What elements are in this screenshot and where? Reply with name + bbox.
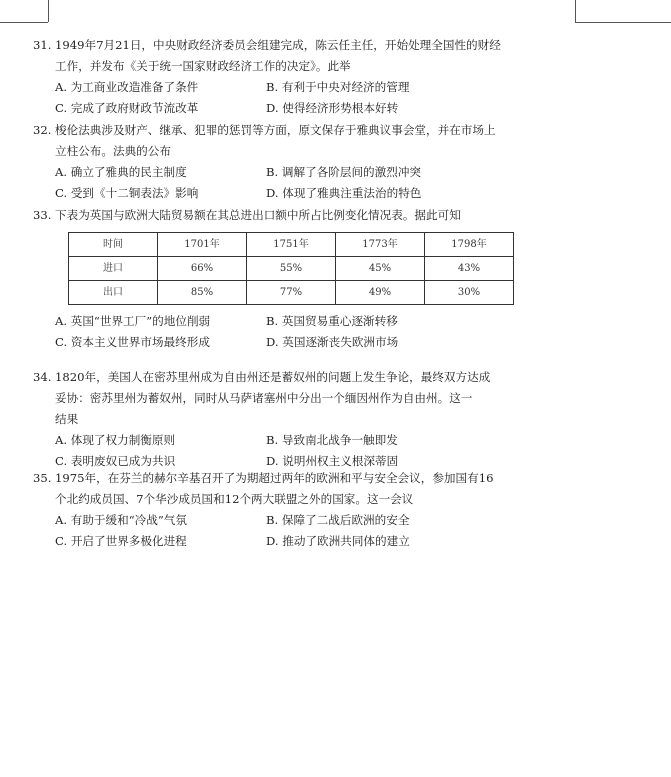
option-b[interactable]: B. 导致南北战争一触即发 [266,433,398,447]
question-number: 33. [33,208,52,222]
table-cell: 出口 [69,281,158,305]
table-row [69,257,514,281]
question-number: 31. [33,38,52,52]
option-d[interactable]: D. 体现了雅典注重法治的特色 [266,186,422,200]
option-a[interactable]: A. 为工商业改造准备了条件 [55,80,199,94]
question-stem-line: 妥协：密苏里州为蓄奴州，同时从马萨诸塞州中分出一个缅因州作为自由州。这一 [55,391,473,405]
options [33,430,633,472]
crop-mark-left-horizontal [0,22,48,23]
table-cell: 55% [247,257,336,281]
question-stem-line: 个北约成员国、7个华沙成员国和12个两大联盟之外的国家。这一会议 [55,492,414,506]
table-cell: 66% [158,257,247,281]
question-stem-line: 梭伦法典涉及财产、继承、犯罪的惩罚等方面，原文保存于雅典议事会堂，并在市场上 [55,123,496,137]
option-a[interactable]: A. 英国“世界工厂”的地位削弱 [55,314,211,328]
table-row [69,281,514,305]
question-number: 34. [33,370,52,384]
option-a[interactable]: A. 体现了权力制衡原则 [55,433,176,447]
trade-ratio-table [68,232,514,305]
option-d[interactable]: D. 英国逐渐丧失欧洲市场 [266,335,399,349]
table-header-cell: 1751年 [247,233,336,257]
table-cell: 43% [425,257,514,281]
option-c[interactable]: C. 开启了世界多极化进程 [55,534,187,548]
question-stem-line: 下表为英国与欧洲大陆贸易额在其总进出口额中所占比例变化情况表。据此可知 [55,208,461,222]
question-stem-line: 结果 [55,412,79,426]
table-header-cell: 1798年 [425,233,514,257]
option-d[interactable]: D. 说明州权主义根深蒂固 [266,454,399,468]
crop-mark-left-vertical [48,0,49,22]
table-cell: 77% [247,281,336,305]
table-cell: 49% [336,281,425,305]
options [33,311,633,353]
question-stem-line: 立柱公布。法典的公布 [55,144,171,158]
option-a[interactable]: A. 确立了雅典的民主制度 [55,165,187,179]
option-a[interactable]: A. 有助于缓和“冷战”气氛 [55,513,187,527]
option-b[interactable]: B. 英国贸易重心逐渐转移 [266,314,398,328]
table-header-cell: 1773年 [336,233,425,257]
question-32 [33,120,633,204]
option-c[interactable]: C. 资本主义世界市场最终形成 [55,335,210,349]
question-stem-line: 1949年7月21日，中央财政经济委员会组建完成，陈云任主任，开始处理全国性的财经 [55,38,501,52]
options [33,77,633,119]
question-35 [33,468,633,552]
options [33,162,633,204]
option-d[interactable]: D. 推动了欧洲共同体的建立 [266,534,410,548]
table-cell: 45% [336,257,425,281]
option-c[interactable]: C. 完成了政府财政节流改革 [55,101,199,115]
question-stem-line: 工作，并发布《关于统一国家财政经济工作的决定》。此举 [55,59,351,73]
table-cell: 进口 [69,257,158,281]
question-34 [33,367,633,472]
question-stem-line: 1820年，美国人在密苏里州成为自由州还是蓄奴州的问题上发生争论，最终双方达成 [55,370,491,384]
table-cell: 30% [425,281,514,305]
question-number: 32. [33,123,52,137]
option-b[interactable]: B. 保障了二战后欧洲的安全 [266,513,410,527]
crop-mark-right-vertical [575,0,576,22]
table-header-row [69,233,514,257]
option-c[interactable]: C. 受到《十二铜表法》影响 [55,186,199,200]
option-b[interactable]: B. 有利于中央对经济的管理 [266,80,410,94]
table-header-cell: 1701年 [158,233,247,257]
question-31 [33,35,633,119]
options [33,510,633,552]
question-33 [33,205,633,353]
option-b[interactable]: B. 调解了各阶层间的激烈冲突 [266,165,422,179]
crop-mark-right-horizontal [575,22,671,23]
question-stem-line: 1975年，在芬兰的赫尔辛基召开了为期超过两年的欧洲和平与安全会议，参加国有16 [55,471,494,485]
question-number: 35. [33,471,52,485]
option-c[interactable]: C. 表明废奴已成为共识 [55,454,176,468]
option-d[interactable]: D. 使得经济形势根本好转 [266,101,399,115]
table-cell: 85% [158,281,247,305]
table-header-cell: 时间 [69,233,158,257]
